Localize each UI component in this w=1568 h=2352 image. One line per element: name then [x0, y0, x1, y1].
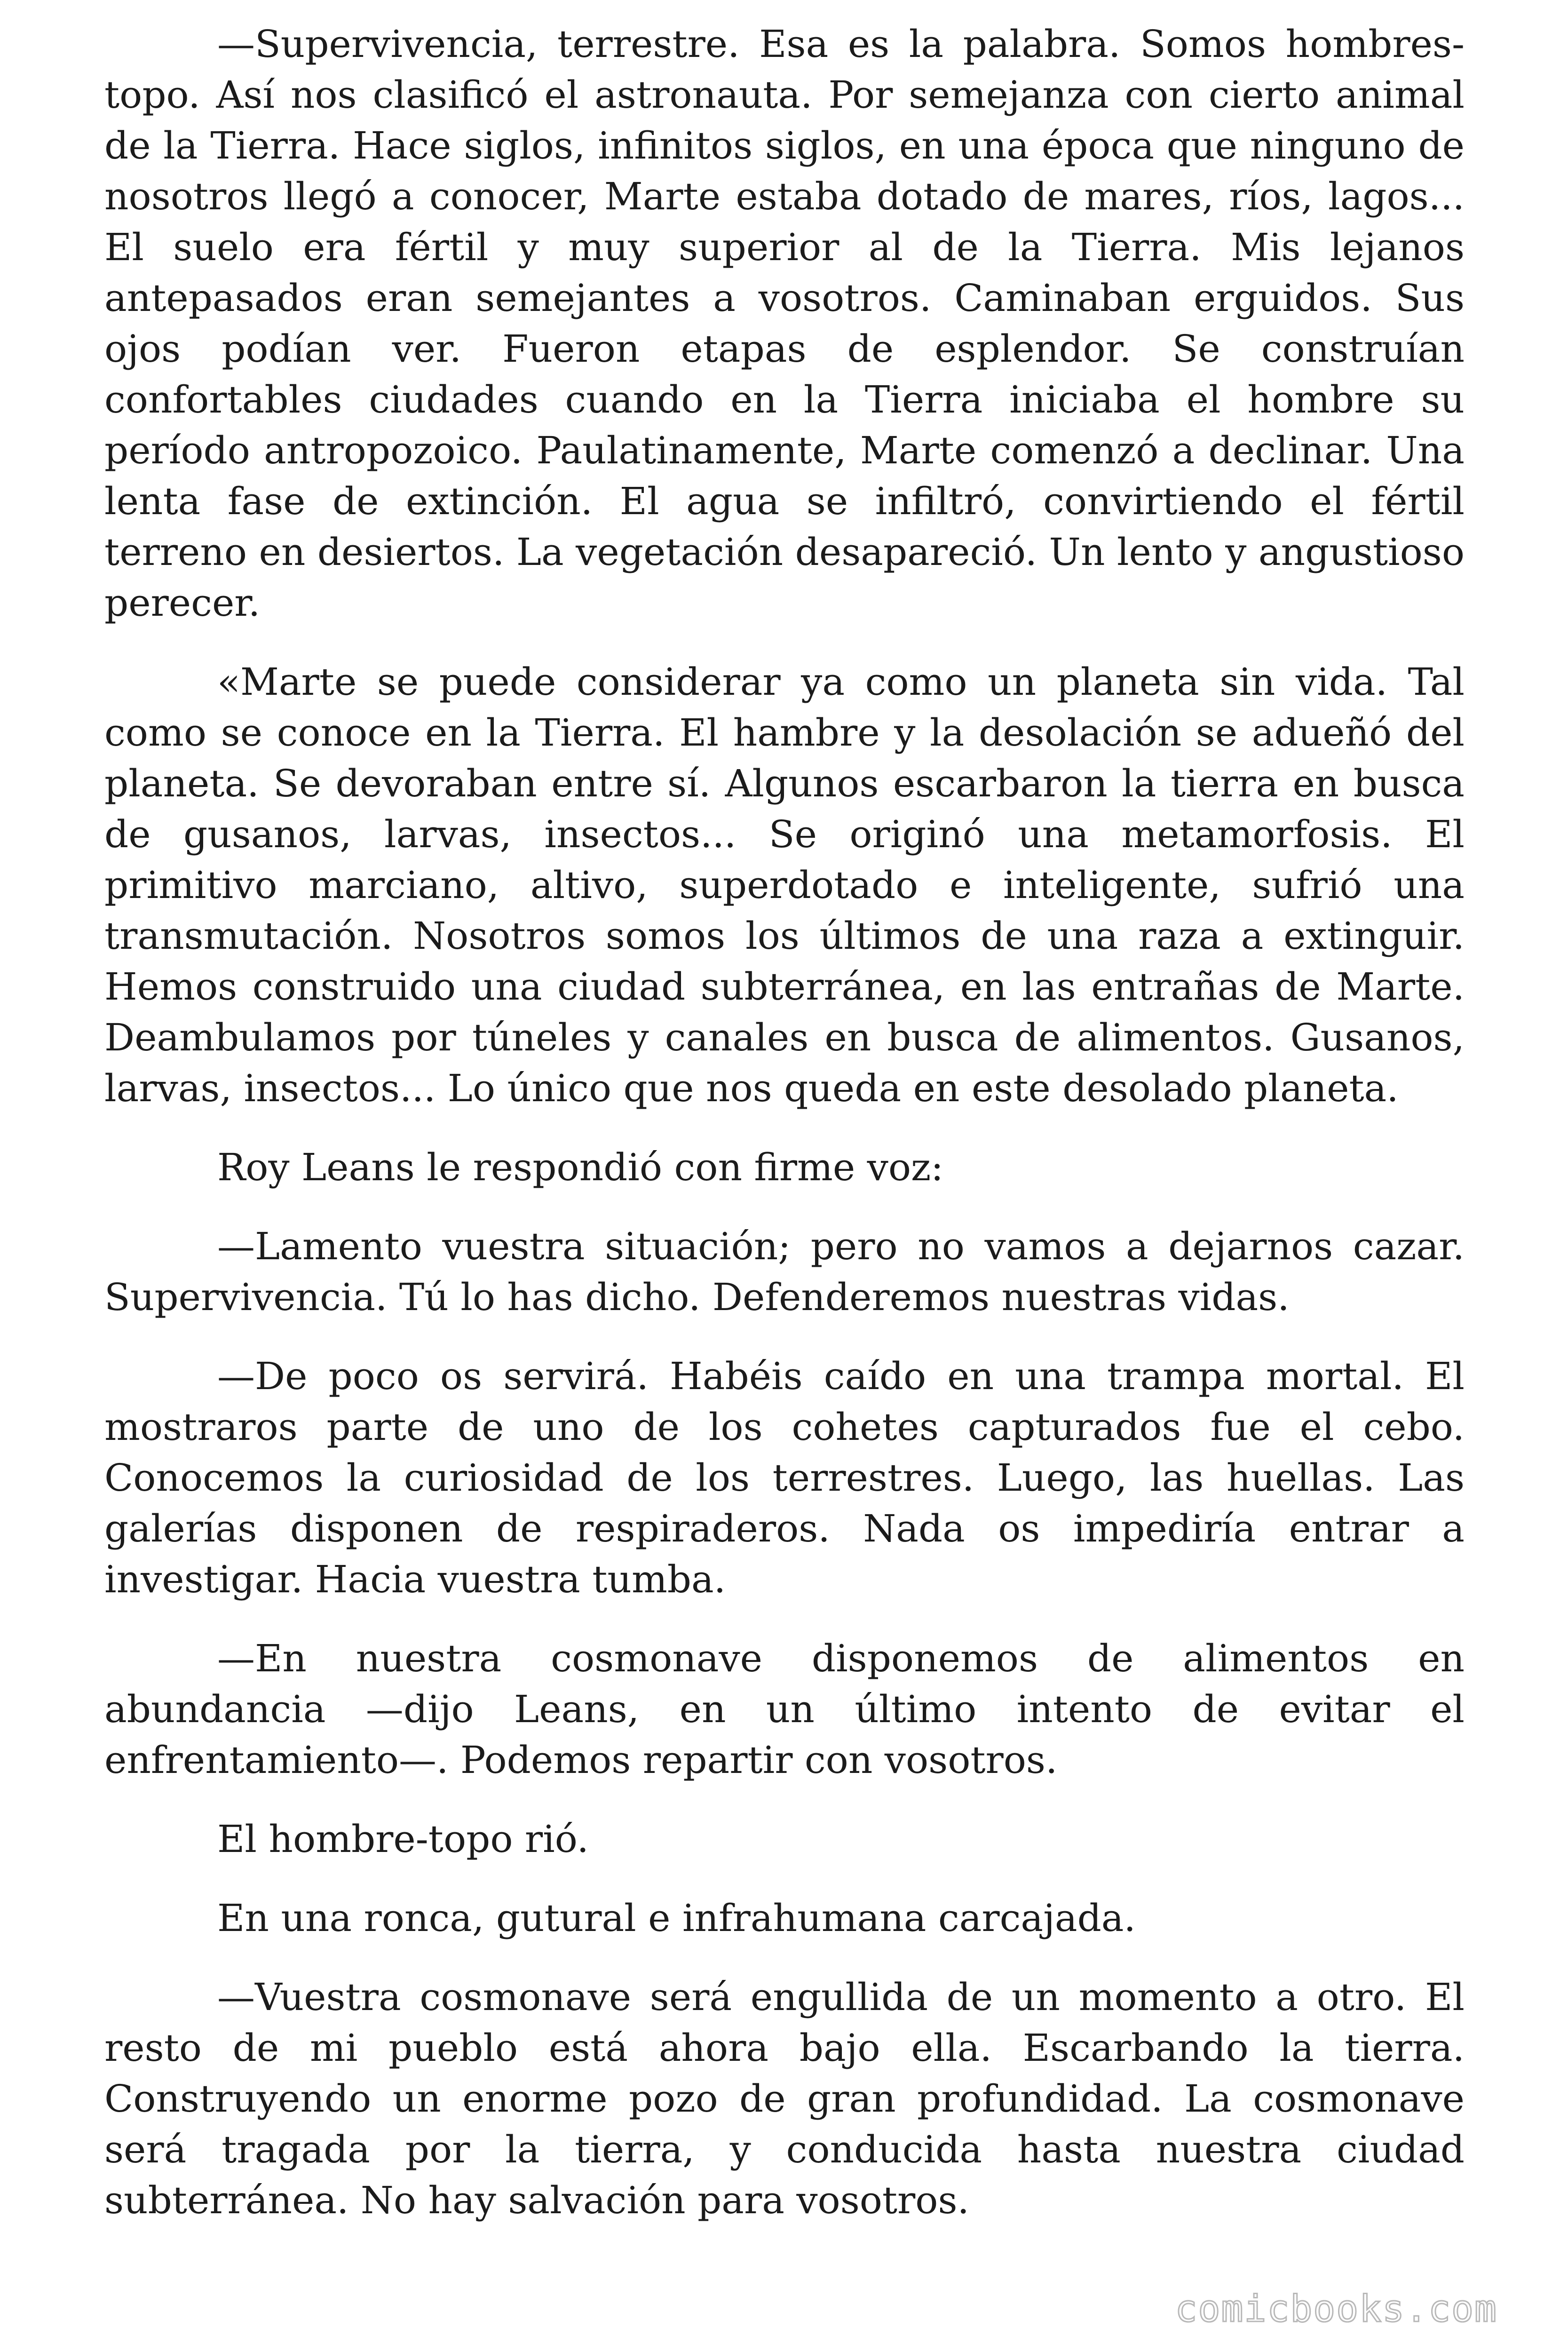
paragraph-9: —Vuestra cosmonave será engullida de un momento a otro. El resto de mi pueblo está ahora bajo ella. Escarbando la tierra. Construyendo un enorme pozo de gran profundidad. La cosmonave será tragada por la tierra, y conducida hasta nuestra ciudad subterránea. No hay salvación para vosotros. [104, 1975, 1465, 2222]
paragraph-4: —Lamento vuestra situación; pero no vamos a dejarnos cazar. Supervivencia. Tú lo has dicho. Defenderemos nuestras vidas. [104, 1224, 1465, 1319]
paragraph-3: Roy Leans le respondió con firme voz: [217, 1145, 944, 1189]
paragraph-8: En una ronca, gutural e infrahumana carcajada. [217, 1896, 1136, 1940]
book-page [104, 19, 1465, 2226]
paragraph-6: —En nuestra cosmonave disponemos de alimentos en abundancia —dijo Leans, en un último intento de evitar el enfrentamiento—. Podemos repartir con vosotros. [104, 1637, 1465, 1782]
paragraph-1: —Supervivencia, terrestre. Esa es la palabra. Somos hombres-topo. Así nos clasificó el astronauta. Por semejanza con cierto animal de la Tierra. Hace siglos, infinitos siglos, en una época que ninguno de nosotros llegó a conocer, Marte estaba dotado de mares, ríos, lagos... El suelo era fértil y muy superior al de la Tierra. Mis lejanos antepasados eran semejantes a vosotros. Caminaban erguidos. Sus ojos podían ver. Fueron etapas de esplendor. Se construían confortables ciudades cuando en la Tierra iniciaba el hombre su período antropozoico. Paulatinamente, Marte comenzó a declinar. Una lenta fase de extinción. El agua se infiltró, convirtiendo el fértil terreno en desiertos. La vegetación desapareció. Un lento y angustioso perecer. [104, 22, 1465, 625]
watermark: comicbooks.com [1175, 2288, 1497, 2330]
paragraph-5: —De poco os servirá. Habéis caído en una trampa mortal. El mostraros parte de uno de los cohetes capturados fue el cebo. Conocemos la curiosidad de los terrestres. Luego, las huellas. Las galerías disponen de respiraderos. Nada os impediría entrar a investigar. Hacia vuestra tumba. [104, 1354, 1465, 1601]
paragraph-7: El hombre-topo rió. [217, 1817, 589, 1861]
paragraph-2: «Marte se puede considerar ya como un planeta sin vida. Tal como se conoce en la Tierra. El hambre y la desolación se adueñó del planeta. Se devoraban entre sí. Algunos escarbaron la tierra en busca de gusanos, larvas, insectos... Se originó una metamorfosis. El primitivo marciano, altivo, superdotado e inteligente, sufrió una transmutación. Nosotros somos los últimos de una raza a extinguir. Hemos construido una ciudad subterránea, en las entrañas de Marte. Deambulamos por túneles y canales en busca de alimentos. Gusanos, larvas, insectos... Lo único que nos queda en este desolado planeta. [104, 660, 1465, 1110]
